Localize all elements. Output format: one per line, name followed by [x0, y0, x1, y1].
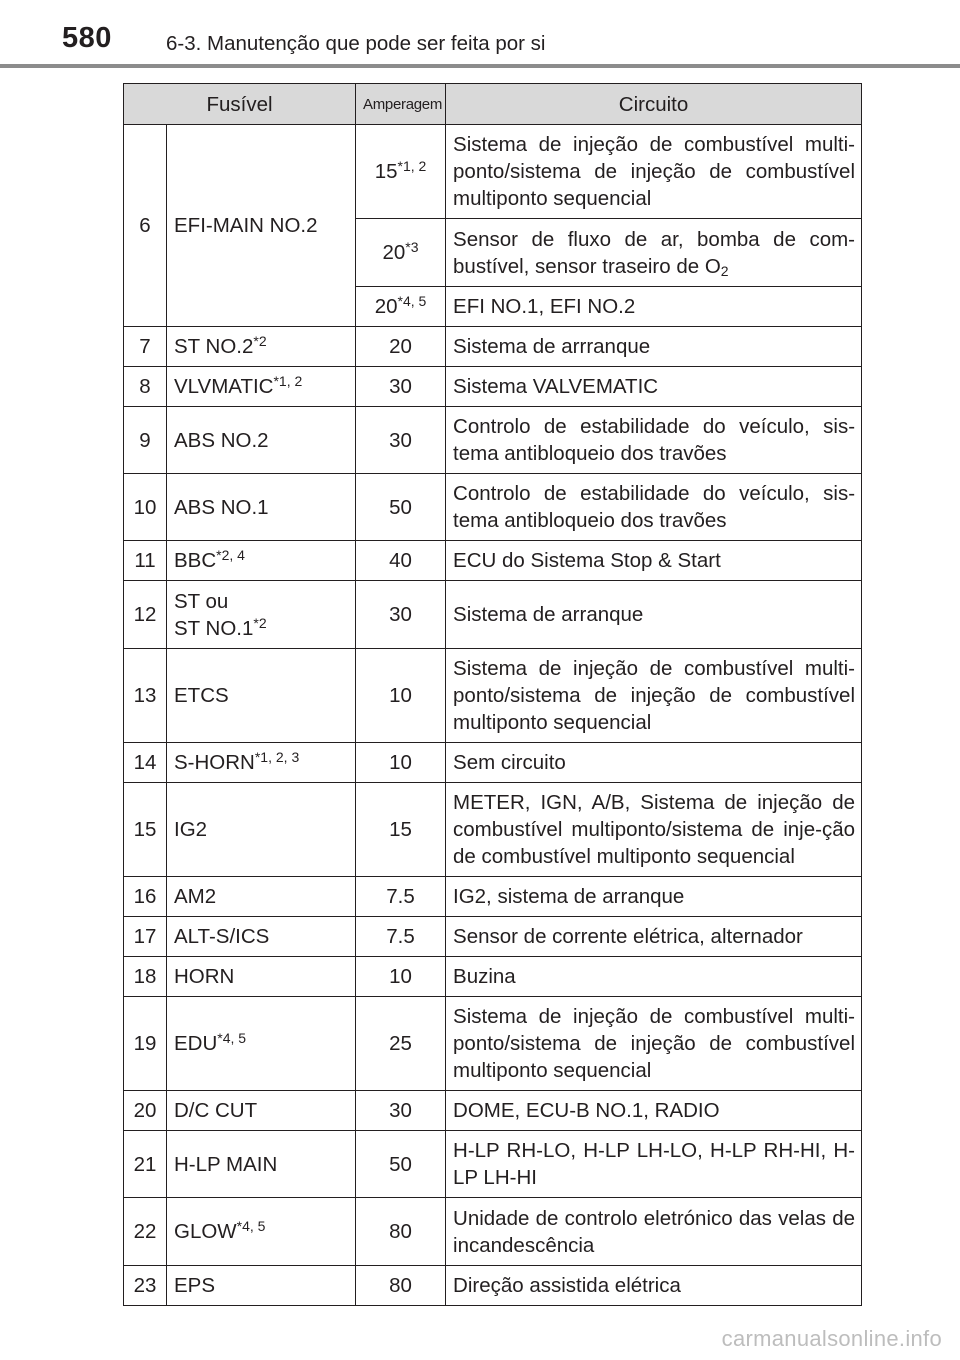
- fuse-name: GLOW$^{*4, 5}$: [167, 1198, 356, 1266]
- footnote-marker: *4, 5: [236, 1218, 266, 1234]
- fuse-number: 6: [124, 125, 167, 327]
- fuse-name: S-HORN$^{*1, 2, 3}$: [167, 743, 356, 783]
- fuse-number: 22: [124, 1198, 167, 1266]
- fuse-number: 13: [124, 649, 167, 743]
- fuse-circuit: Direção assistida elétrica: [446, 1266, 862, 1306]
- table-header-row: [124, 84, 862, 125]
- fuse-circuit: Controlo de estabilidade do veículo, sis-tema antibloqueio dos travões: [446, 407, 862, 474]
- fuse-number: 21: [124, 1131, 167, 1198]
- fuse-number: 10: [124, 474, 167, 541]
- fuse-amperage: 20$^{*4, 5}$: [356, 287, 446, 327]
- header-divider: [0, 64, 960, 68]
- watermark: carmanualsonline.info: [721, 1326, 942, 1351]
- fuse-name: ALT-S/ICS: [167, 917, 356, 957]
- fuse-name: AM2: [167, 877, 356, 917]
- fuse-circuit: Buzina: [446, 957, 862, 997]
- fuse-amperage: 50: [356, 1131, 446, 1198]
- table-row: [124, 1131, 862, 1198]
- fuse-name: VLVMATIC$^{*1, 2}$: [167, 367, 356, 407]
- fuse-circuit: Sistema VALVEMATIC: [446, 367, 862, 407]
- fuse-circuit: DOME, ECU-B NO.1, RADIO: [446, 1091, 862, 1131]
- footnote-marker: *1, 2: [273, 373, 303, 389]
- table-row: [124, 649, 862, 743]
- fuse-number: 9: [124, 407, 167, 474]
- fuse-name: ST NO.2$^{*2}$: [167, 327, 356, 367]
- fuse-name: EFI-MAIN NO.2: [167, 125, 356, 327]
- fuse-name: ABS NO.1: [167, 474, 356, 541]
- fuse-number: 17: [124, 917, 167, 957]
- fuse-circuit: EFI NO.1, EFI NO.2: [446, 287, 862, 327]
- table-row: [124, 743, 862, 783]
- fuse-name: HORN: [167, 957, 356, 997]
- fuse-number: 16: [124, 877, 167, 917]
- fuse-number: 7: [124, 327, 167, 367]
- table-row: [124, 541, 862, 581]
- fuse-circuit: Sensor de fluxo de ar, bomba de com-bustível, sensor traseiro de $O_2$: [446, 219, 862, 287]
- fuse-amperage: 50: [356, 474, 446, 541]
- fuse-amperage: 40: [356, 541, 446, 581]
- fuse-amperage: 10: [356, 957, 446, 997]
- fuse-amperage: 80: [356, 1198, 446, 1266]
- fuse-circuit: Sensor de corrente elétrica, alternador: [446, 917, 862, 957]
- fuse-circuit: ECU do Sistema Stop & Start: [446, 541, 862, 581]
- column-header-circuit: Circuito: [446, 84, 862, 125]
- fuse-circuit: METER, IGN, A/B, Sistema de injeção de combustível multiponto/sistema de inje-ção de combustível multiponto sequencial: [446, 783, 862, 877]
- fuse-circuit: Controlo de estabilidade do veículo, sis-tema antibloqueio dos travões: [446, 474, 862, 541]
- fuse-name: ABS NO.2: [167, 407, 356, 474]
- footnote-marker: *3: [405, 239, 419, 255]
- fuse-name: EPS: [167, 1266, 356, 1306]
- footnote-marker: *2, 4: [216, 547, 245, 563]
- footnote-marker: *2: [253, 333, 267, 349]
- fuse-amperage: 15$^{*1, 2}$: [356, 125, 446, 219]
- fuse-amperage: 10: [356, 743, 446, 783]
- table-row: [124, 327, 862, 367]
- fuse-amperage: 20: [356, 327, 446, 367]
- fuse-circuit: Sistema de arranque: [446, 581, 862, 649]
- fuse-name: BBC$^{*2, 4}$: [167, 541, 356, 581]
- table-row: [124, 407, 862, 474]
- footnote-marker: *4, 5: [397, 293, 427, 309]
- fuse-number: 11: [124, 541, 167, 581]
- fuse-amperage: 80: [356, 1266, 446, 1306]
- fuse-amperage: 7.5: [356, 877, 446, 917]
- page-number: 580: [62, 22, 112, 54]
- fuse-circuit: IG2, sistema de arranque: [446, 877, 862, 917]
- footnote-marker: *2: [253, 614, 267, 631]
- fuse-name: ETCS: [167, 649, 356, 743]
- column-header-amperage: Amperagem: [356, 84, 446, 125]
- fuse-circuit: Sem circuito: [446, 743, 862, 783]
- table-row: [124, 474, 862, 541]
- fuse-number: 18: [124, 957, 167, 997]
- fuse-number: 12: [124, 581, 167, 649]
- fuse-amperage: 20$^{*3}$: [356, 219, 446, 287]
- table-row: [124, 125, 862, 219]
- fuse-amperage: 10: [356, 649, 446, 743]
- footnote-marker: *1, 2, 3: [254, 749, 300, 765]
- fuse-amperage: 15: [356, 783, 446, 877]
- fuse-table: [123, 83, 862, 1306]
- fuse-amperage: 7.5: [356, 917, 446, 957]
- footnote-marker: *1, 2: [397, 158, 427, 174]
- fuse-name: IG2: [167, 783, 356, 877]
- table-row: [124, 877, 862, 917]
- table-row: [124, 1091, 862, 1131]
- fuse-number: 19: [124, 997, 167, 1091]
- fuse-number: 8: [124, 367, 167, 407]
- fuse-name: H-LP MAIN: [167, 1131, 356, 1198]
- fuse-circuit: Sistema de injeção de combustível multi-ponto/sistema de injeção de combustível multiponto sequencial: [446, 997, 862, 1091]
- fuse-circuit: H-LP RH-LO, H-LP LH-LO, H-LP RH-HI, H-LP LH-HI: [446, 1131, 862, 1198]
- fuse-amperage: 30: [356, 1091, 446, 1131]
- table-row: [124, 1266, 862, 1306]
- table-row: [124, 917, 862, 957]
- footnote-marker: *4, 5: [217, 1030, 247, 1046]
- fuse-number: 14: [124, 743, 167, 783]
- fuse-circuit: Sistema de injeção de combustível multi-ponto/sistema de injeção de combustível multiponto sequencial: [446, 649, 862, 743]
- fuse-circuit: Unidade de controlo eletrónico das velas de incandescência: [446, 1198, 862, 1266]
- table-row: [124, 957, 862, 997]
- fuse-name: D/C CUT: [167, 1091, 356, 1131]
- section-title: 6-3. Manutenção que pode ser feita por si: [166, 32, 546, 55]
- table-row: [124, 581, 862, 649]
- table-row: [124, 367, 862, 407]
- fuse-number: 23: [124, 1266, 167, 1306]
- fuse-number: 20: [124, 1091, 167, 1131]
- fuse-circuit: Sistema de arrranque: [446, 327, 862, 367]
- subscript: 2: [720, 262, 729, 279]
- fuse-number: 15: [124, 783, 167, 877]
- table-row: [124, 783, 862, 877]
- table-row: [124, 997, 862, 1091]
- column-header-fuse: Fusível: [124, 84, 356, 125]
- fuse-circuit: Sistema de injeção de combustível multi-ponto/sistema de injeção de combustível multiponto sequencial: [446, 125, 862, 219]
- table-row: [124, 1198, 862, 1266]
- fuse-amperage: 25: [356, 997, 446, 1091]
- fuse-amperage: 30: [356, 581, 446, 649]
- fuse-name: EDU$^{*4, 5}$: [167, 997, 356, 1091]
- fuse-amperage: 30: [356, 407, 446, 474]
- fuse-amperage: 30: [356, 367, 446, 407]
- fuse-name: ST ou ST NO.1$^{*2}$: [167, 581, 356, 649]
